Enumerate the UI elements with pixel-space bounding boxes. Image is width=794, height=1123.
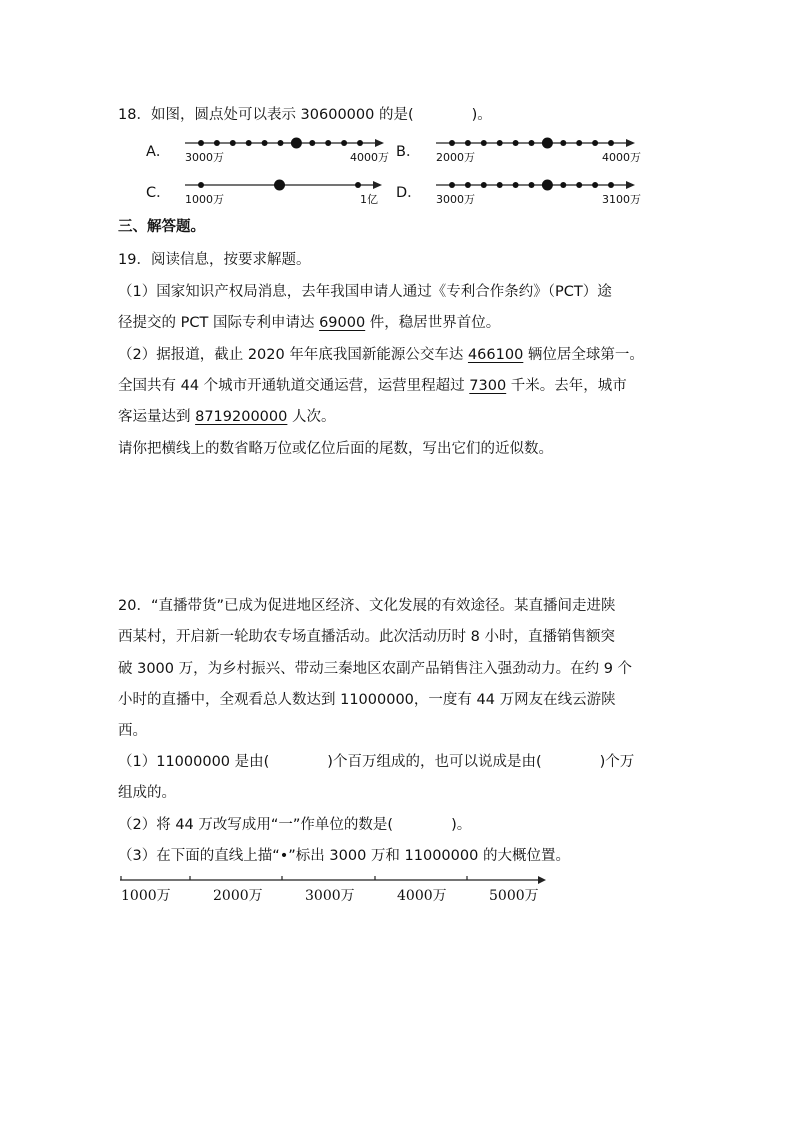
q20-line5: 西。 (118, 723, 147, 739)
q20-axis-label-3000: 3000万 (305, 888, 355, 904)
q18-stem: 18．如图，圆点处可以表示 30600000 的是( )。 (118, 107, 492, 123)
q19-underlined-number: 8719200000 (195, 409, 288, 425)
q20-line3: 破 3000 万，为乡村振兴、带动三秦地区农副产品销售注入强劲动力。在约 9 个 (118, 661, 633, 677)
q18-option-b-letter: B． (396, 144, 421, 160)
q18-option-c-left-label: 1000万 (185, 193, 224, 206)
q18-option-a-left-label: 3000万 (185, 151, 224, 164)
q19-p1-line2: 径提交的 PCT 国际专利申请达 69000 件，稳居世界首位。 (118, 315, 501, 331)
q19-underlined-number: 466100 (467, 347, 524, 363)
q19-underlined-number: 7300 (469, 378, 507, 394)
q18-option-a-letter: A． (146, 144, 171, 160)
q20-axis-label-4000: 4000万 (397, 888, 447, 904)
q20-sub3: （3）在下面的直线上描“•”标出 3000 万和 11000000 的大概位置。 (118, 848, 570, 864)
q19-p2-line3: 客运量达到 8719200000 人次。 (118, 409, 336, 425)
q20-axis-label-1000: 1000万 (121, 888, 171, 904)
q19-p2-line2: 全国共有 44 个城市开通轨道交通运营，运营里程超过 7300 千米。去年，城市 (118, 378, 627, 394)
q20-sub2: （2）将 44 万改写成用“一”作单位的数是( )。 (118, 817, 472, 833)
q18-option-d-left-label: 3000万 (436, 193, 475, 206)
q20-axis-label-2000: 2000万 (213, 888, 263, 904)
q20-axis-label-5000: 5000万 (489, 888, 539, 904)
q19-stem: 19．阅读信息，按要求解题。 (118, 252, 311, 268)
q18-option-b-left-label: 2000万 (436, 151, 475, 164)
q20-sub1-line1: （1）11000000 是由( )个百万组成的，也可以说成是由( )个万 (118, 754, 635, 770)
q19-underlined-number: 69000 (319, 315, 366, 331)
q20-sub1-line2: 组成的。 (118, 785, 176, 801)
section-title: 三、解答题。 (118, 219, 205, 235)
q18-option-d-right-label: 3100万 (602, 193, 641, 206)
q20-line1: 20．“直播带货”已成为促进地区经济、文化发展的有效途径。某直播间走进陕 (118, 598, 616, 614)
q20-line2: 西某村，开启新一轮助农专场直播活动。此次活动历时 8 小时，直播销售额突 (118, 629, 615, 645)
q19-p1-line1: （1）国家知识产权局消息，去年我国申请人通过《专利合作条约》（PCT）途 (118, 284, 612, 300)
q18-option-d-letter: D． (396, 185, 422, 201)
q18-option-a-right-label: 4000万 (350, 151, 389, 164)
q18-option-c-letter: C． (146, 185, 171, 201)
q18-option-c-right-label: 1亿 (360, 193, 378, 206)
q20-line4: 小时的直播中，全观看总人数达到 11000000，一度有 44 万网友在线云游陕 (118, 692, 616, 708)
q18-option-b-right-label: 4000万 (602, 151, 641, 164)
q19-p2-line1: （2）据报道，截止 2020 年年底我国新能源公交车达 466100 辆位居全球第一。 (118, 347, 644, 363)
q19-instruction: 请你把横线上的数省略万位或亿位后面的尾数，写出它们的近似数。 (118, 441, 553, 457)
